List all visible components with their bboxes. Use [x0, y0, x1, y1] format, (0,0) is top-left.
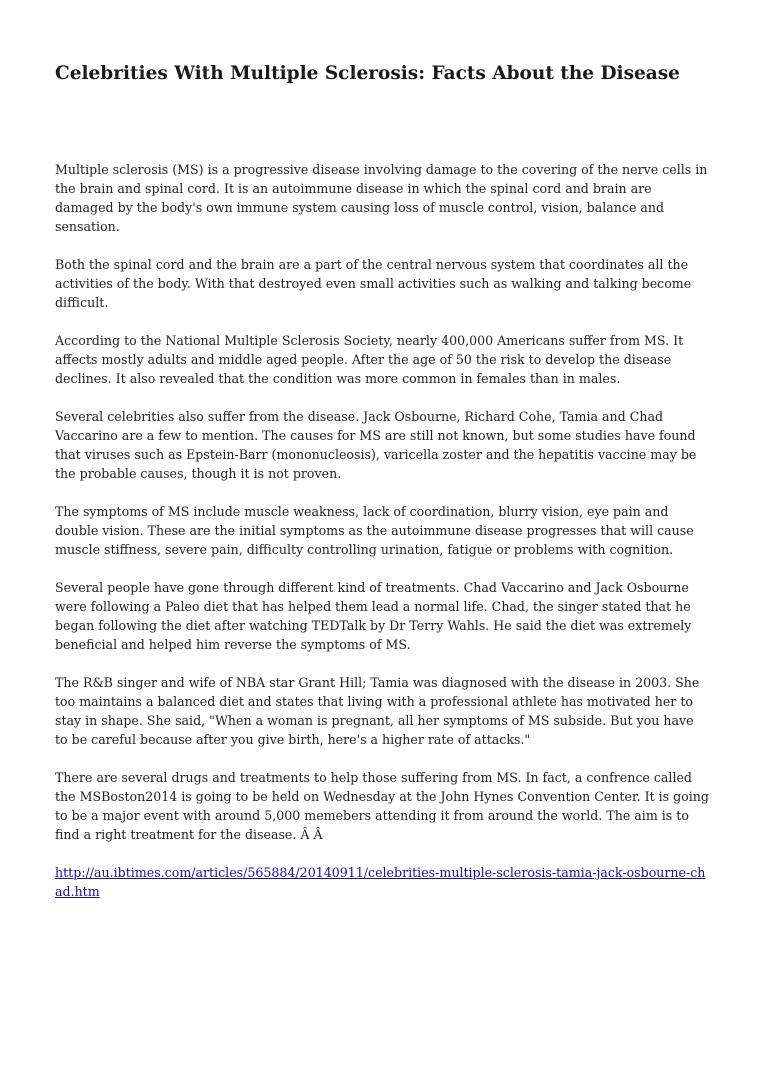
paragraph-tamia: The R&B singer and wife of NBA star Grant Hill; Tamia was diagnosed with the disease in 2003. She too maintains a balanced diet and states that living with a professional athlete has motivated her to stay in shape. She said, "When a woman is pregnant, all her symptoms of MS subside. But you have to be careful because after you give birth, here's a higher rate of attacks." [55, 675, 700, 747]
paragraph-ms-definition: Multiple sclerosis (MS) is a progressive disease involving damage to the covering of the nerve cells in the brain and spinal cord. It is an autoimmune disease in which the spinal cord and brain are damaged by the body's own immune system causing loss of muscle control, vision, balance and sensation. [55, 162, 708, 234]
page-title: Celebrities With Multiple Sclerosis: Facts About the Disease [55, 63, 680, 84]
paragraph-symptoms: The symptoms of MS include muscle weakness, lack of coordination, blurry vision, eye pain and double vision. These are the initial symptoms as the autoimmune disease progresses that will cause muscle stiffness, severe pain, difficulty controlling urination, fatigue or problems with cognition. [55, 504, 694, 557]
paragraph-statistics: According to the National Multiple Sclerosis Society, nearly 400,000 Americans suffer from MS. It affects mostly adults and middle aged people. After the age of 50 the risk to develop the disease declines. It also revealed that the condition was more common in females than in males. [55, 333, 684, 386]
paragraph-nervous-system: Both the spinal cord and the brain are a part of the central nervous system that coordinates all the activities of the body. With that destroyed even small activities such as walking and talking become difficult. [55, 257, 692, 310]
source-link-paragraph [55, 863, 710, 901]
paragraph-conference: There are several drugs and treatments to help those suffering from MS. In fact, a confrence called the MSBoston2014 is going to be held on Wednesday at the John Hynes Convention Center. It is going to be a major event with around 5,000 memebers attending it from around the world. The aim is to find a right treatment for the disease. Â Â [55, 770, 709, 842]
article-body [55, 160, 710, 920]
paragraph-treatments: Several people have gone through different kind of treatments. Chad Vaccarino and Jack Osbourne were following a Paleo diet that has helped them lead a normal life. Chad, the singer stated that he began following the diet after watching TEDTalk by Dr Terry Wahls. He said the diet was extremely beneficial and helped him reverse the symptoms of MS. [55, 580, 692, 652]
source-link[interactable]: http://au.ibtimes.com/articles/565884/20140911/celebrities-multiple-sclerosis-tamia-jack-osbourne-chad.htm [55, 865, 706, 899]
paragraph-celebrities: Several celebrities also suffer from the disease. Jack Osbourne, Richard Cohe, Tamia and Chad Vaccarino are a few to mention. The causes for MS are still not known, but some studies have found that viruses such as Epstein-Barr (mononucleosis), varicella zoster and the hepatitis vaccine may be the probable causes, though it is not proven. [55, 409, 697, 481]
